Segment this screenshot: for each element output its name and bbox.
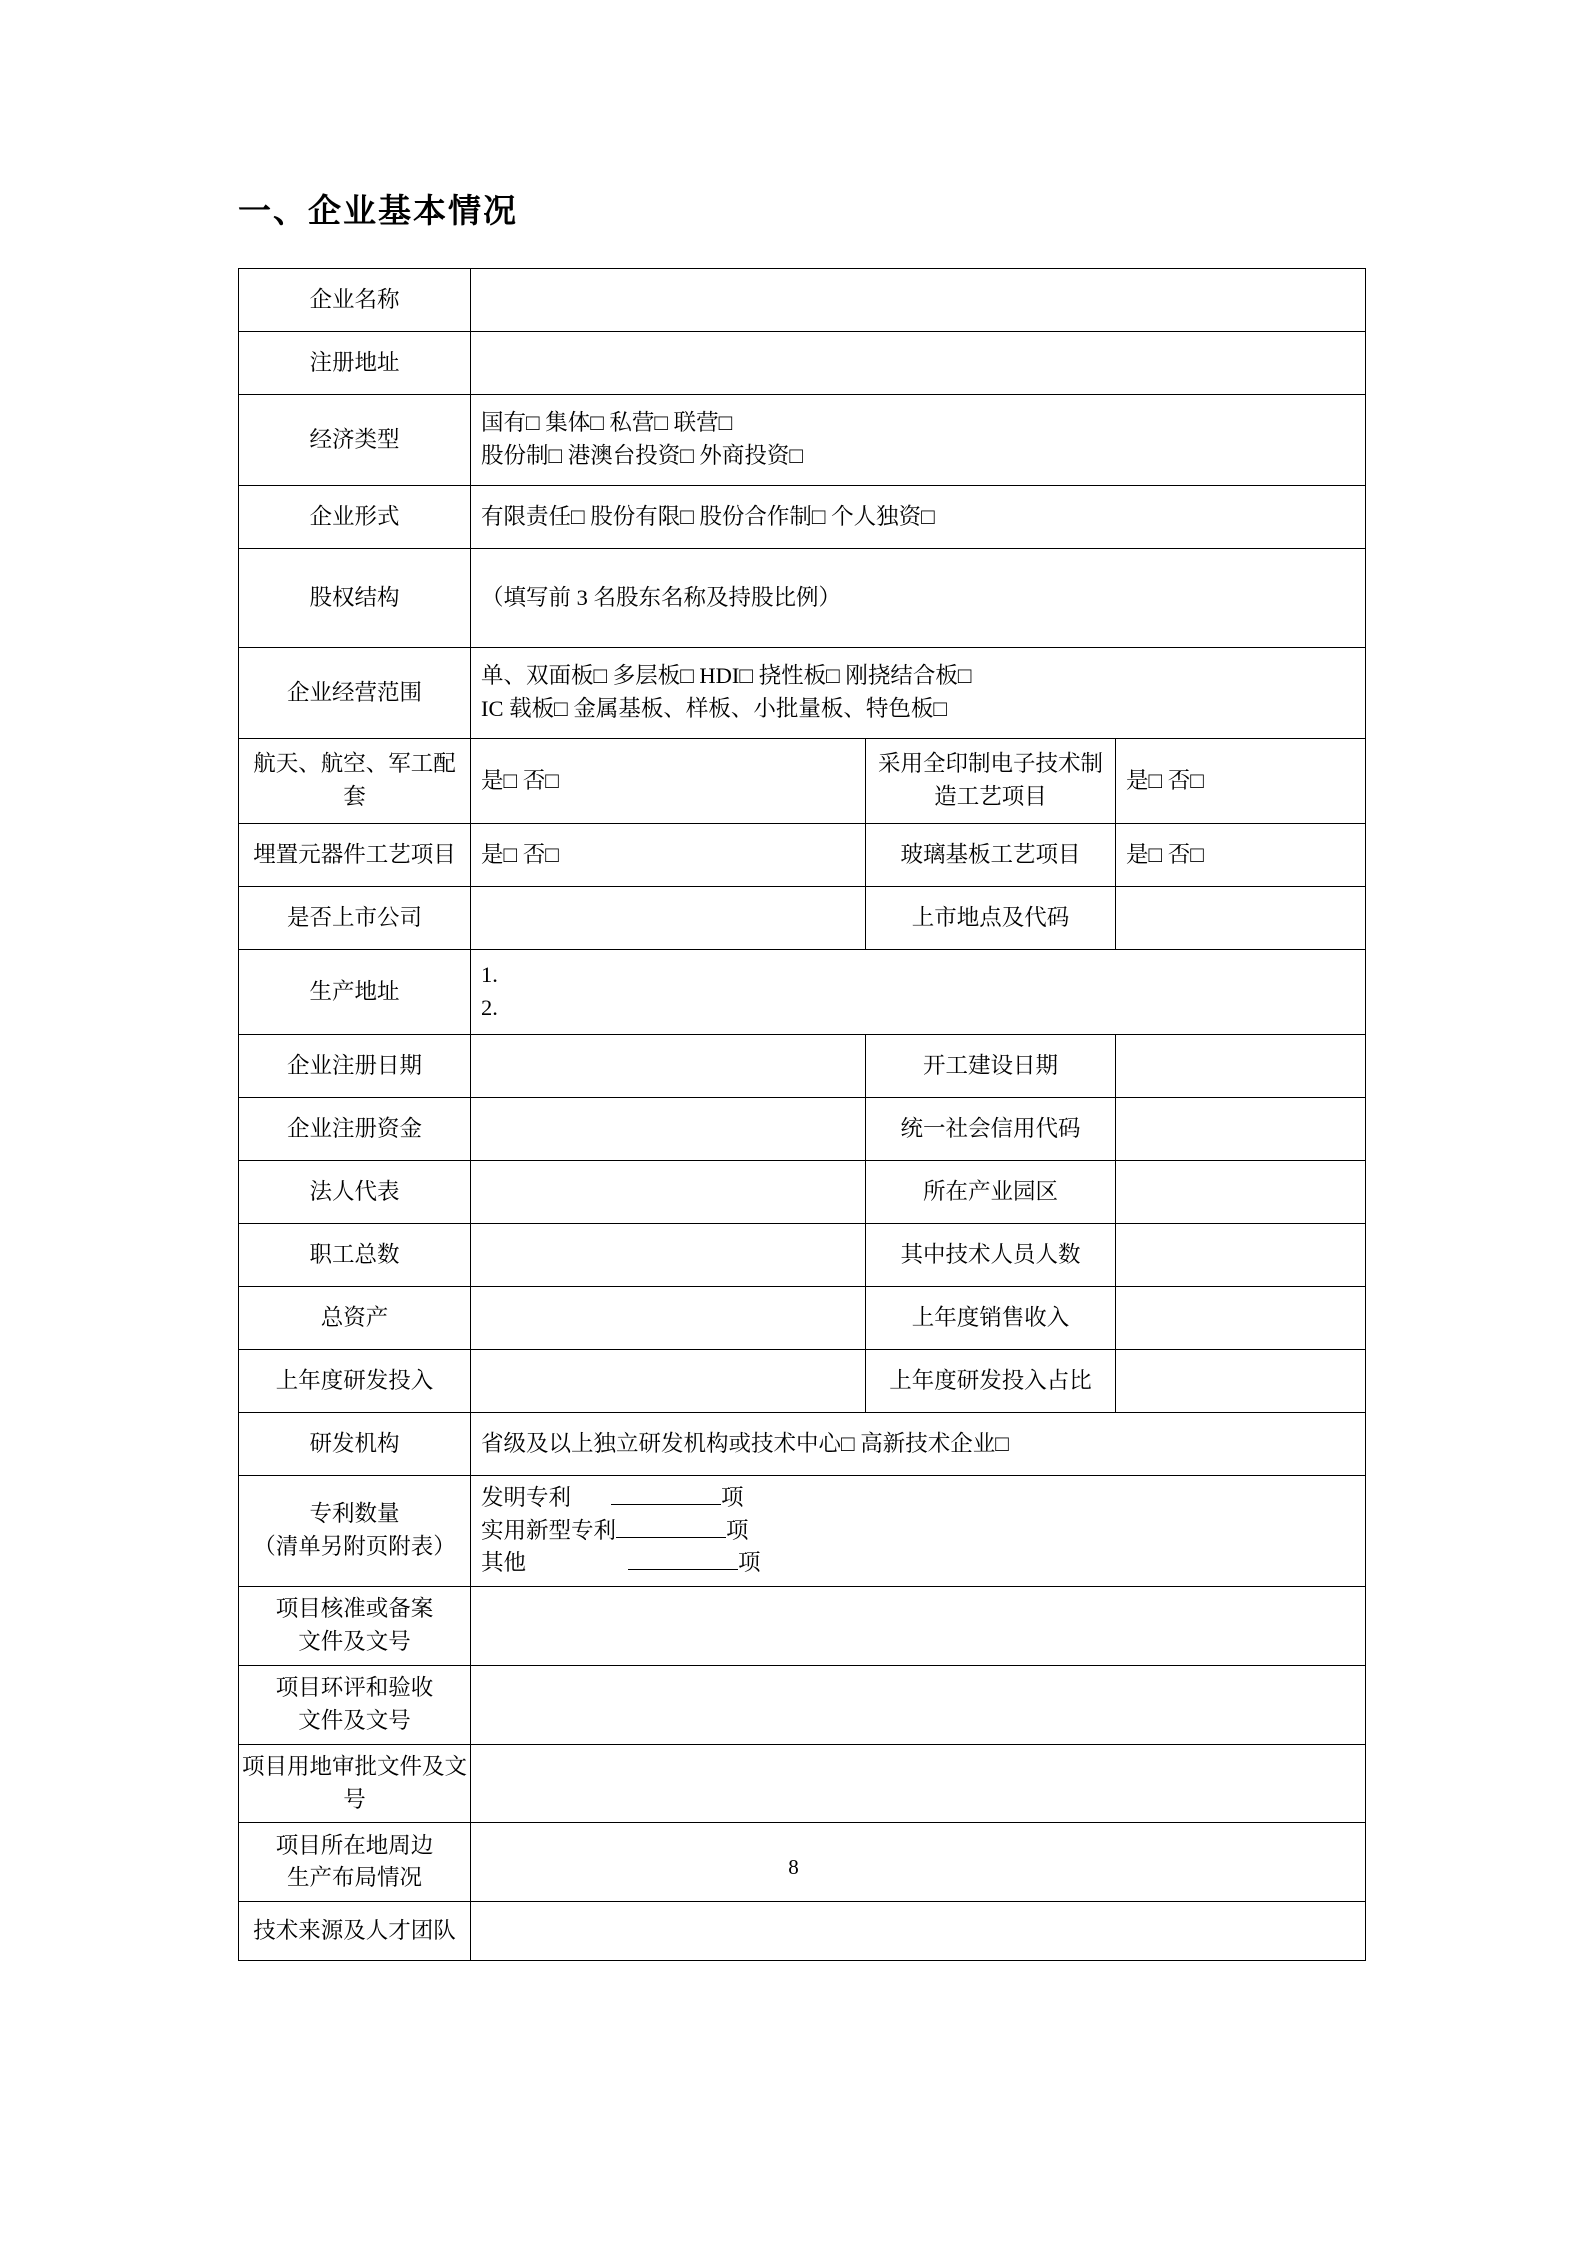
- page-title: 一、企业基本情况: [238, 192, 518, 229]
- land-approval-label: 项目用地审批文件及文号: [239, 1744, 471, 1822]
- last-year-rd-label: 上年度研发投入: [239, 1350, 471, 1413]
- patent-invention-blank[interactable]: [611, 1504, 721, 1505]
- patent-count-label: [239, 1476, 471, 1587]
- eia-document-value[interactable]: [471, 1665, 1366, 1744]
- patent-other-blank[interactable]: [628, 1569, 738, 1570]
- total-assets-label: 总资产: [239, 1287, 471, 1350]
- economy-type-line-2: 股份制□ 港澳台投资□ 外商投资□: [481, 443, 804, 468]
- table-row: [239, 1902, 1366, 1961]
- technical-staff-value[interactable]: [1116, 1224, 1366, 1287]
- patent-utility-label: 实用新型专利: [481, 1517, 617, 1543]
- table-row: [239, 486, 1366, 549]
- enterprise-form-label: 企业形式: [239, 486, 471, 549]
- table-row: [239, 1161, 1366, 1224]
- patent-count-label-line-1: 专利数量: [309, 1501, 400, 1527]
- table-row: [239, 1476, 1366, 1587]
- table-row: [239, 1665, 1366, 1744]
- legal-representative-label: 法人代表: [239, 1161, 471, 1224]
- table-row: [239, 1413, 1366, 1476]
- economy-type-line-1: 国有□ 集体□ 私营□ 联营□: [481, 410, 733, 436]
- table-row: [239, 824, 1366, 887]
- enterprise-form-value[interactable]: 有限责任□ 股份有限□ 股份合作制□ 个人独资□: [471, 486, 1366, 549]
- approval-document-label-line-1: 项目核准或备案: [275, 1596, 434, 1622]
- production-address-value[interactable]: [471, 950, 1366, 1035]
- land-approval-value[interactable]: [471, 1744, 1366, 1822]
- last-year-rd-value[interactable]: [471, 1350, 866, 1413]
- production-address-line-2: 2.: [481, 995, 498, 1020]
- production-address-line-1: 1.: [481, 962, 498, 988]
- industrial-park-value[interactable]: [1116, 1161, 1366, 1224]
- patent-other-unit: 项: [738, 1550, 761, 1576]
- equity-structure-label: 股权结构: [239, 549, 471, 648]
- registered-capital-label: 企业注册资金: [239, 1098, 471, 1161]
- economy-type-value[interactable]: [471, 395, 1366, 486]
- production-address-label: 生产地址: [239, 950, 471, 1035]
- printed-electronics-label: 采用全印制电子技术制造工艺项目: [866, 739, 1116, 824]
- printed-electronics-value[interactable]: 是□ 否□: [1116, 739, 1366, 824]
- table-row: [239, 739, 1366, 824]
- table-row: [239, 648, 1366, 739]
- glass-substrate-label: 玻璃基板工艺项目: [866, 824, 1116, 887]
- patent-utility-blank[interactable]: [616, 1537, 726, 1538]
- glass-substrate-value[interactable]: 是□ 否□: [1116, 824, 1366, 887]
- listing-place-label: 上市地点及代码: [866, 887, 1116, 950]
- enterprise-basic-info-table: [238, 268, 1366, 1961]
- approval-document-label: [239, 1586, 471, 1665]
- page-number: 8: [788, 1855, 799, 1879]
- table-row: [239, 1035, 1366, 1098]
- technical-staff-label: 其中技术人员人数: [866, 1224, 1116, 1287]
- patent-count-value[interactable]: [471, 1476, 1366, 1587]
- last-year-sales-label: 上年度销售收入: [866, 1287, 1116, 1350]
- business-scope-line-2: IC 载板□ 金属基板、样板、小批量板、特色板□: [481, 696, 947, 721]
- patent-invention-row: [481, 1482, 1355, 1515]
- industrial-park-label: 所在产业园区: [866, 1161, 1116, 1224]
- construction-date-label: 开工建设日期: [866, 1035, 1116, 1098]
- table-row: [239, 395, 1366, 486]
- registration-date-label: 企业注册日期: [239, 1035, 471, 1098]
- company-name-label: 企业名称: [239, 269, 471, 332]
- surrounding-layout-label-line-1: 项目所在地周边: [275, 1832, 434, 1858]
- registered-capital-value[interactable]: [471, 1098, 866, 1161]
- table-row: [239, 269, 1366, 332]
- company-name-value[interactable]: [471, 269, 1366, 332]
- table-row: [239, 1098, 1366, 1161]
- table-row: [239, 549, 1366, 648]
- credit-code-value[interactable]: [1116, 1098, 1366, 1161]
- patent-invention-unit: 项: [721, 1485, 744, 1510]
- table-row: [239, 332, 1366, 395]
- patent-count-label-line-2: （清单另附页附表）: [253, 1533, 456, 1559]
- equity-structure-value[interactable]: （填写前 3 名股东名称及持股比例）: [471, 549, 1366, 648]
- surrounding-layout-label-line-2: 生产布局情况: [286, 1865, 422, 1891]
- reg-address-value[interactable]: [471, 332, 1366, 395]
- last-year-sales-value[interactable]: [1116, 1287, 1366, 1350]
- embedded-component-label: 埋置元器件工艺项目: [239, 824, 471, 887]
- table-row: [239, 1287, 1366, 1350]
- table-row: [239, 1350, 1366, 1413]
- eia-document-label-line-2: 文件及文号: [298, 1707, 411, 1733]
- approval-document-value[interactable]: [471, 1586, 1366, 1665]
- rd-organization-value[interactable]: 省级及以上独立研发机构或技术中心□ 高新技术企业□: [471, 1413, 1366, 1476]
- eia-document-label-line-1: 项目环评和验收: [275, 1675, 434, 1701]
- listing-place-value[interactable]: [1116, 887, 1366, 950]
- is-listed-value[interactable]: [471, 887, 866, 950]
- legal-representative-value[interactable]: [471, 1161, 866, 1224]
- total-assets-value[interactable]: [471, 1287, 866, 1350]
- patent-utility-row: [481, 1515, 1355, 1548]
- rd-organization-label: 研发机构: [239, 1413, 471, 1476]
- tech-source-label: 技术来源及人才团队: [239, 1902, 471, 1961]
- reg-address-label: 注册地址: [239, 332, 471, 395]
- registration-date-value[interactable]: [471, 1035, 866, 1098]
- table-row: [239, 1744, 1366, 1822]
- table-row: [239, 887, 1366, 950]
- table-row: [239, 1224, 1366, 1287]
- economy-type-label: 经济类型: [239, 395, 471, 486]
- table-row: [239, 1586, 1366, 1665]
- business-scope-label: 企业经营范围: [239, 648, 471, 739]
- credit-code-label: 统一社会信用代码: [866, 1098, 1116, 1161]
- patent-invention-label: 发明专利: [481, 1485, 572, 1510]
- staff-total-value[interactable]: [471, 1224, 866, 1287]
- table-row: [239, 950, 1366, 1035]
- business-scope-value[interactable]: [471, 648, 1366, 739]
- last-year-rd-ratio-value[interactable]: [1116, 1350, 1366, 1413]
- patent-utility-unit: 项: [726, 1517, 749, 1543]
- patent-other-label: 其他: [481, 1550, 527, 1576]
- approval-document-label-line-2: 文件及文号: [298, 1628, 411, 1654]
- patent-other-row: [481, 1547, 1355, 1580]
- aerospace-military-label: 航天、航空、军工配套: [239, 739, 471, 824]
- embedded-component-value[interactable]: 是□ 否□: [471, 824, 866, 887]
- staff-total-label: 职工总数: [239, 1224, 471, 1287]
- tech-source-value[interactable]: [471, 1902, 1366, 1961]
- last-year-rd-ratio-label: 上年度研发投入占比: [866, 1350, 1116, 1413]
- eia-document-label: [239, 1665, 471, 1744]
- is-listed-label: 是否上市公司: [239, 887, 471, 950]
- aerospace-military-value[interactable]: 是□ 否□: [471, 739, 866, 824]
- construction-date-value[interactable]: [1116, 1035, 1366, 1098]
- business-scope-line-1: 单、双面板□ 多层板□ HDI□ 挠性板□ 刚挠结合板□: [481, 663, 972, 689]
